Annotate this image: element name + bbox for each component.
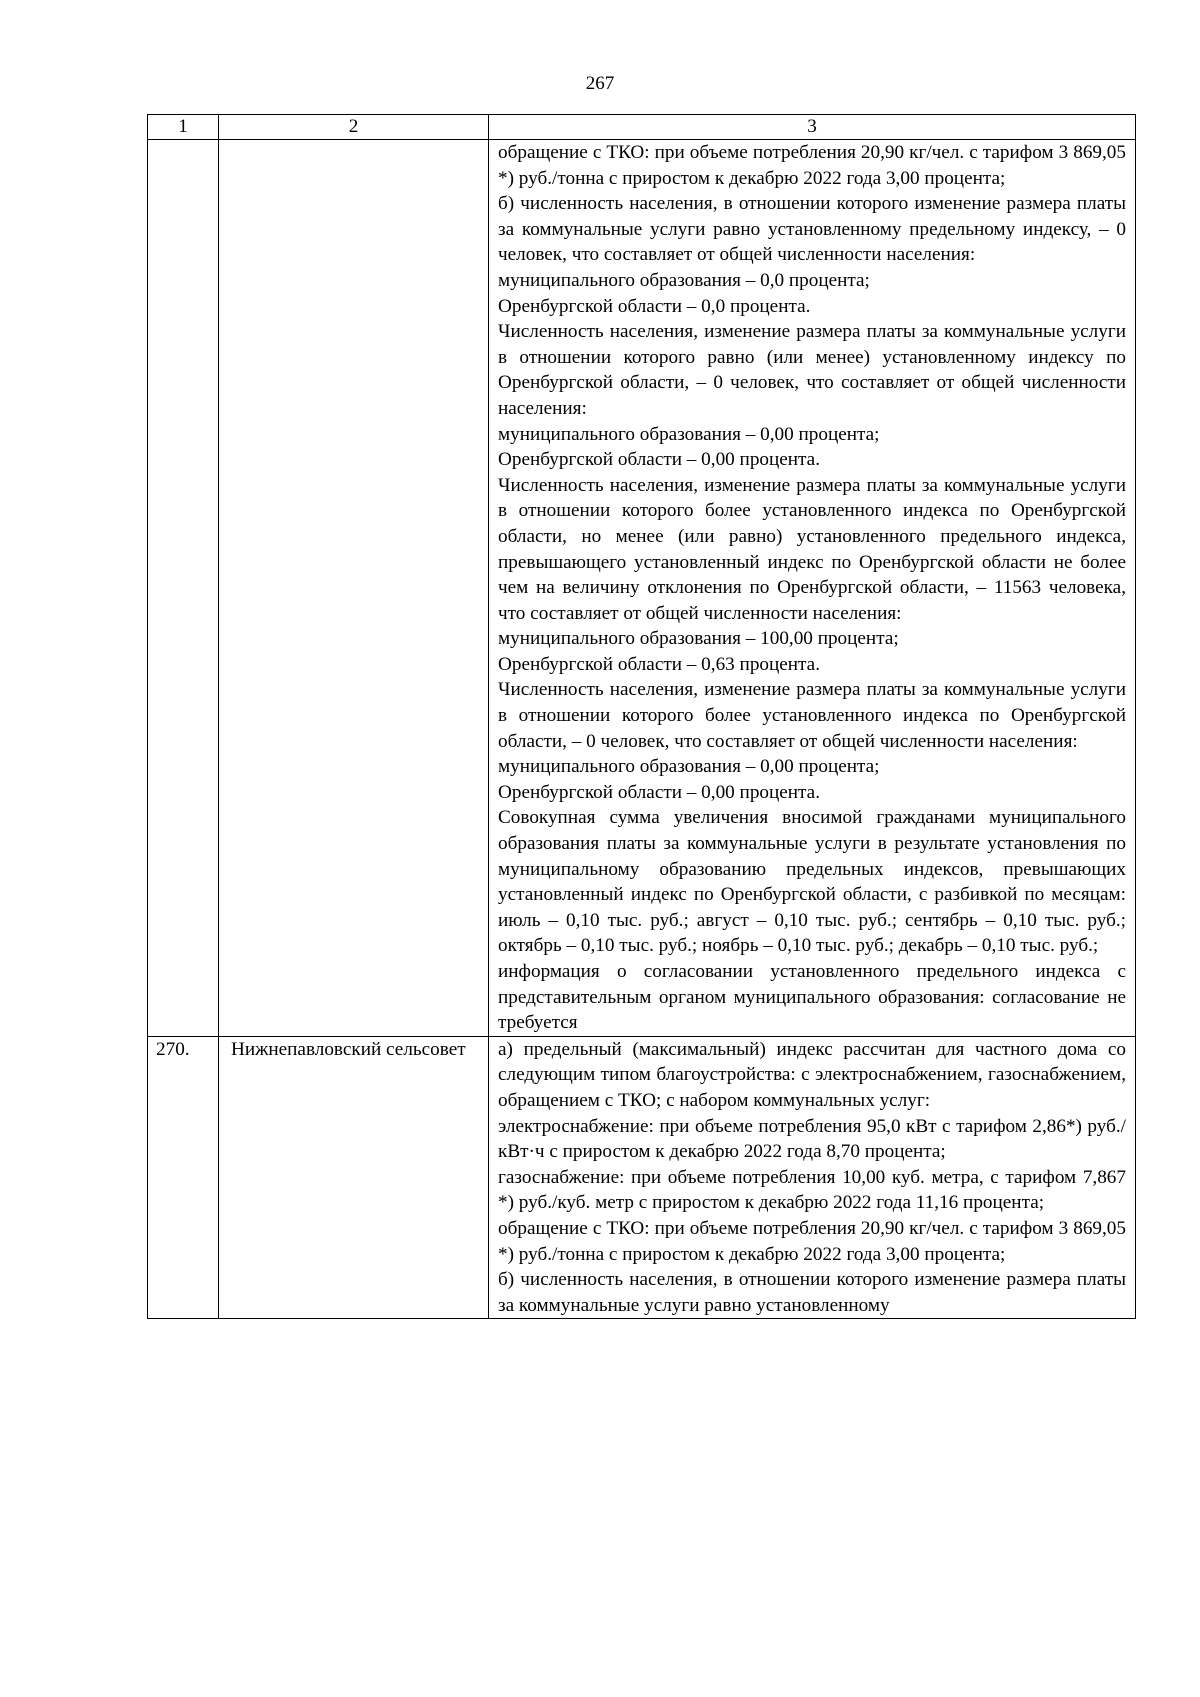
paragraph: муниципального образования – 0,00 процента; — [498, 756, 880, 778]
paragraph: муниципального образования – 100,00 процента; — [498, 628, 899, 650]
paragraph: обращение с ТКО: при объеме потребления 20,90 кг/чел. с тарифом 3 869,05 *) руб./тонна с приростом к декабрю 2022 года 3,00 процента; — [498, 1217, 1126, 1265]
paragraph: муниципального образования – 0,00 процента; — [498, 423, 880, 445]
paragraph: Оренбургской области – 0,00 процента. — [498, 781, 820, 803]
header-col-3: 3 — [489, 115, 1136, 140]
paragraph: Оренбургской области – 0,00 процента. — [498, 449, 820, 471]
municipality-name: Нижнепавловский сельсовет — [219, 1036, 489, 1319]
paragraph: Оренбургской области – 0,63 процента. — [498, 653, 820, 675]
paragraph: муниципального образования – 0,0 процента; — [498, 269, 870, 291]
municipality-name — [219, 140, 489, 1037]
paragraph: Численность населения, изменение размера платы за коммунальные услуги в отношении которого равно (или менее) установленному индексу по Оренбургской области, – 0 человек, что составляет от общей численности населения: — [498, 321, 1126, 419]
table-header-row — [148, 115, 1136, 140]
paragraph: газоснабжение: при объеме потребления 10,00 куб. метра, с тарифом 7,867 *) руб./куб. метр с приростом к декабрю 2022 года 11,16 процента; — [498, 1166, 1126, 1214]
row-number: 270. — [148, 1036, 219, 1319]
paragraph: Оренбургской области – 0,0 процента. — [498, 295, 811, 317]
row-content — [489, 140, 1136, 1037]
table-row — [148, 1036, 1136, 1319]
header-col-1: 1 — [148, 115, 219, 140]
paragraph: а) предельный (максимальный) индекс рассчитан для частного дома со следующим типом благоустройства: с электроснабжением, газоснабжением, обращением с ТКО; с набором коммунальных услуг: — [498, 1038, 1126, 1111]
paragraph: Численность населения, изменение размера платы за коммунальные услуги в отношении которого более установленного индекса по Оренбургской области, но менее (или равно) установленного предельного индекса, превышающего установленный индекс по Оренбургской области не более чем на величину отклонения по Оренбургской области, – 11563 человека, что составляет от общей численности населения: — [498, 474, 1126, 624]
paragraph: б) численность населения, в отношении которого изменение размера платы за коммунальные услуги равно установленному предельному индексу, – 0 человек, что составляет от общей численности населения: — [498, 193, 1126, 266]
document-table — [147, 114, 1136, 1319]
header-col-2: 2 — [219, 115, 489, 140]
row-content — [489, 1036, 1136, 1319]
paragraph: информация о согласовании установленного предельного индекса с представительным органом муниципального образования: согласование не требуется — [498, 961, 1126, 1034]
paragraph: электроснабжение: при объеме потребления 95,0 кВт с тарифом 2,86*) руб./кВт·ч с приростом к декабрю 2022 года 8,70 процента; — [498, 1115, 1126, 1163]
paragraph: б) численность населения, в отношении которого изменение размера платы за коммунальные услуги равно установленному — [498, 1269, 1126, 1316]
paragraph: Совокупная сумма увеличения вносимой гражданами муниципального образования платы за коммунальные услуги в результате установления по муниципальному образованию предельных индексов, превышающих установленный индекс по Оренбургской области, с разбивкой по месяцам: июль – 0,10 тыс. руб.; август – 0,10 тыс. руб.; сентябрь – 0,10 тыс. руб.; октябрь – 0,10 тыс. руб.; ноябрь – 0,10 тыс. руб.; декабрь – 0,10 тыс. руб.; — [498, 807, 1126, 957]
page-number: 267 — [585, 73, 615, 94]
table-row — [148, 140, 1136, 1037]
paragraph: обращение с ТКО: при объеме потребления 20,90 кг/чел. с тарифом 3 869,05 *) руб./тонна с приростом к декабрю 2022 года 3,00 процента; — [498, 142, 1126, 189]
paragraph: Численность населения, изменение размера платы за коммунальные услуги в отношении которого более установленного индекса по Оренбургской области, – 0 человек, что составляет от общей численности населения: — [498, 679, 1126, 752]
row-number — [148, 140, 219, 1037]
